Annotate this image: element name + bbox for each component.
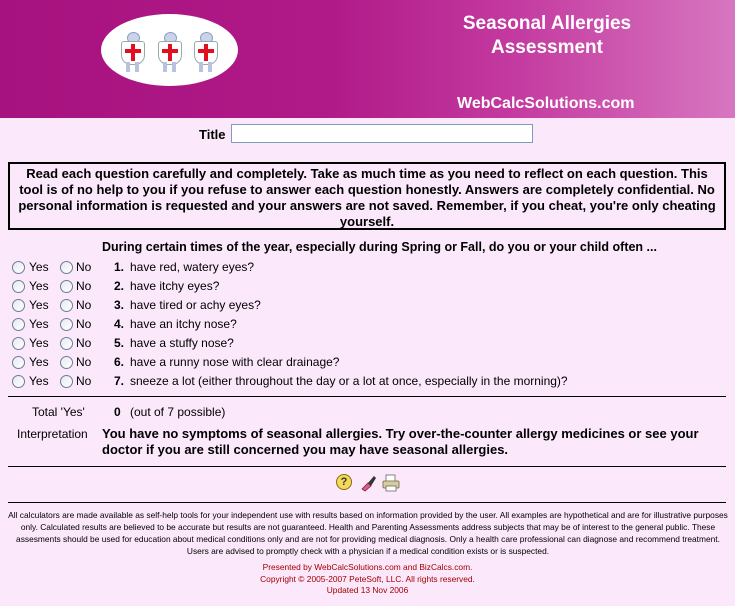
shield-figure-icon bbox=[158, 32, 182, 72]
yes-label: Yes bbox=[29, 279, 49, 293]
site-name: WebCalcSolutions.com bbox=[457, 95, 635, 112]
no-label: No bbox=[76, 374, 92, 388]
yes-radio[interactable] bbox=[12, 337, 25, 350]
question-text: have itchy eyes? bbox=[130, 279, 220, 293]
yes-label: Yes bbox=[29, 355, 49, 369]
divider bbox=[8, 502, 726, 503]
question-text: sneeze a lot (either throughout the day or a lot at once, especially in the morning)? bbox=[130, 374, 568, 388]
disclaimer: All calculators are made available as self-help tools for your independent use with results based on information provided by the user. All examples are hypothetical and are for illustrative purposes only. Calculated results are believed to be accurate but results are not guaranteed. Health and Parenting Assessments address subjects that may be of interest to the general public. These assesments should be used for education about medical conditions only and are not for providing medical diagnosis. Only a health care professional can diagnose and recommend treatment. Users are advised to promptly check with a physician if a medical condition exists or is suspected. bbox=[8, 510, 728, 556]
question-row bbox=[0, 374, 735, 392]
yes-radio[interactable] bbox=[12, 318, 25, 331]
divider bbox=[8, 466, 726, 467]
no-label: No bbox=[76, 260, 92, 274]
yes-radio[interactable] bbox=[12, 280, 25, 293]
question-number: 7. bbox=[114, 374, 125, 388]
total-label: Total 'Yes' bbox=[32, 405, 85, 419]
page-title-line2: Assessment bbox=[491, 37, 603, 58]
question-lead: During certain times of the year, especially during Spring or Fall, do you or your child often ... bbox=[102, 240, 657, 254]
yes-label: Yes bbox=[29, 317, 49, 331]
question-text: have a runny nose with clear drainage? bbox=[130, 355, 340, 369]
yes-label: Yes bbox=[29, 298, 49, 312]
question-number: 1. bbox=[114, 260, 125, 274]
no-radio[interactable] bbox=[60, 356, 73, 369]
yes-label: Yes bbox=[29, 374, 49, 388]
no-label: No bbox=[76, 279, 92, 293]
credits-copyright: Copyright © 2005-2007 PeteSoft, LLC. All rights reserved. bbox=[260, 573, 475, 584]
instructions-box: Read each question carefully and completely. Take as much time as you need to reflect on each question. This tool is of no help to you if you refuse to answer each question honestly. Answers are completely confidential. No personal information is requested and your answers are not saved. Remember, if you cheat, you're only cheating yourself. bbox=[8, 162, 726, 230]
question-row bbox=[0, 298, 735, 316]
no-label: No bbox=[76, 298, 92, 312]
credits bbox=[0, 562, 735, 597]
question-row bbox=[0, 336, 735, 354]
shield-figure-icon bbox=[121, 32, 145, 72]
yes-radio[interactable] bbox=[12, 375, 25, 388]
title-input[interactable] bbox=[231, 124, 533, 143]
no-radio[interactable] bbox=[60, 280, 73, 293]
no-radio[interactable] bbox=[60, 318, 73, 331]
page-title bbox=[420, 12, 674, 60]
no-radio[interactable] bbox=[60, 261, 73, 274]
total-note: (out of 7 possible) bbox=[130, 405, 226, 419]
question-row bbox=[0, 355, 735, 373]
yes-radio[interactable] bbox=[12, 356, 25, 369]
interpretation-label: Interpretation bbox=[17, 427, 88, 441]
yes-radio[interactable] bbox=[12, 261, 25, 274]
shield-figure-icon bbox=[194, 32, 218, 72]
question-text: have an itchy nose? bbox=[130, 317, 237, 331]
no-label: No bbox=[76, 317, 92, 331]
total-value: 0 bbox=[114, 405, 121, 419]
question-number: 6. bbox=[114, 355, 125, 369]
print-icon[interactable] bbox=[382, 474, 398, 490]
help-icon[interactable]: ? bbox=[336, 474, 352, 490]
title-label: Title bbox=[199, 127, 226, 142]
interpretation-text: You have no symptoms of seasonal allergies. Try over-the-counter allergy medicines or see your doctor if you are still concerned you may have seasonal allergies. bbox=[102, 426, 699, 457]
question-text: have red, watery eyes? bbox=[130, 260, 255, 274]
credits-presented: Presented by WebCalcSolutions.com and BizCalcs.com. bbox=[262, 562, 473, 572]
yes-radio[interactable] bbox=[12, 299, 25, 312]
no-label: No bbox=[76, 355, 92, 369]
no-radio[interactable] bbox=[60, 375, 73, 388]
no-radio[interactable] bbox=[60, 337, 73, 350]
no-label: No bbox=[76, 336, 92, 350]
question-row bbox=[0, 260, 735, 278]
credits-updated: Updated 13 Nov 2006 bbox=[326, 585, 409, 595]
no-radio[interactable] bbox=[60, 299, 73, 312]
question-number: 5. bbox=[114, 336, 125, 350]
question-text: have a stuffy nose? bbox=[130, 336, 234, 350]
question-number: 4. bbox=[114, 317, 125, 331]
yes-label: Yes bbox=[29, 336, 49, 350]
logo bbox=[101, 14, 238, 86]
question-number: 3. bbox=[114, 298, 125, 312]
question-row bbox=[0, 279, 735, 297]
question-number: 2. bbox=[114, 279, 125, 293]
header-banner bbox=[0, 0, 735, 118]
page-title-line1: Seasonal Allergies bbox=[462, 13, 632, 34]
yes-label: Yes bbox=[29, 260, 49, 274]
clear-icon[interactable] bbox=[360, 474, 376, 490]
question-text: have tired or achy eyes? bbox=[130, 298, 261, 312]
divider bbox=[8, 396, 726, 397]
question-row bbox=[0, 317, 735, 335]
